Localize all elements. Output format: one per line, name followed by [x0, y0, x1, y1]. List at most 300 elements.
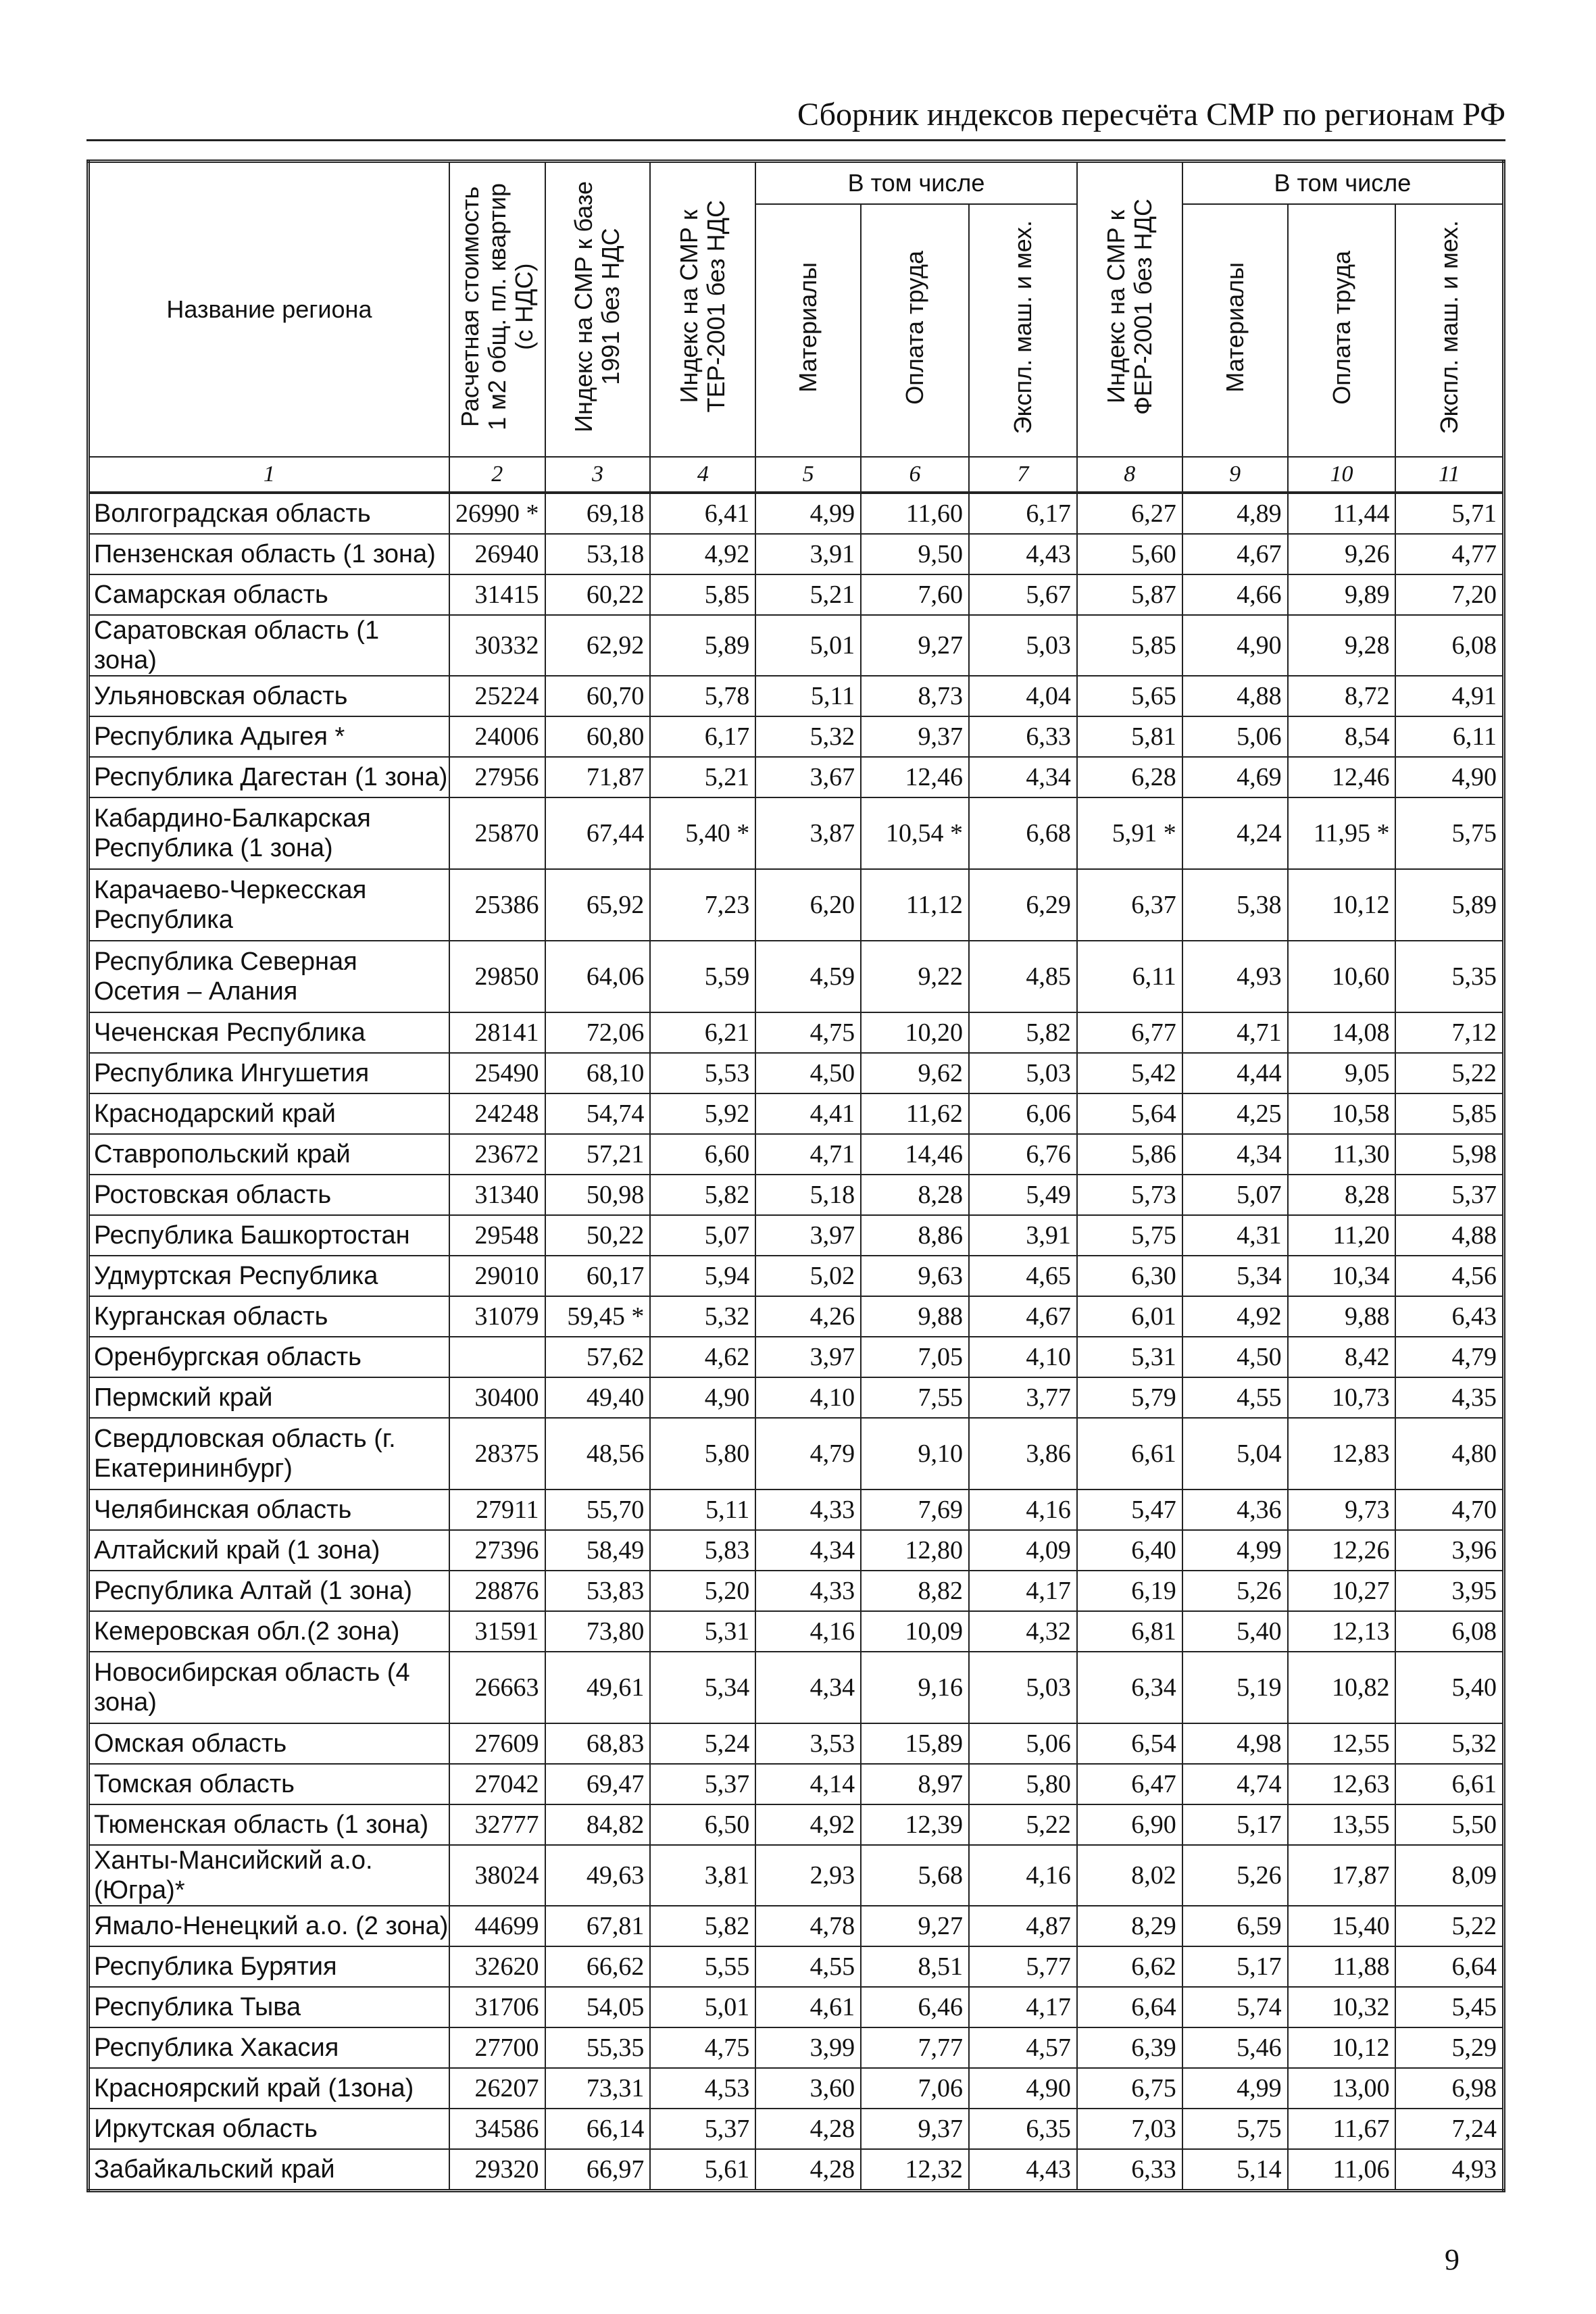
labor-ter-cell: 8,86 [861, 1215, 969, 1256]
index1991-cell: 60,22 [545, 574, 651, 615]
labor-ter-cell: 8,28 [861, 1175, 969, 1215]
machines-fer-cell: 6,61 [1395, 1764, 1503, 1804]
cost-cell: 25870 [449, 797, 545, 869]
index-ter-cell: 5,89 [650, 615, 755, 676]
cost-cell: 38024 [449, 1845, 545, 1906]
column-number: 4 [650, 457, 755, 493]
materials-ter-cell: 4,16 [755, 1611, 861, 1652]
materials-fer-cell: 4,93 [1182, 941, 1288, 1012]
table-row [89, 716, 1504, 757]
labor-ter-cell: 9,63 [861, 1256, 969, 1296]
labor-ter-cell: 9,37 [861, 716, 969, 757]
machines-ter-cell: 4,10 [969, 1337, 1077, 1377]
machines-fer-cell: 3,95 [1395, 1571, 1503, 1611]
machines-fer-cell: 5,75 [1395, 797, 1503, 869]
labor-ter-cell: 8,73 [861, 676, 969, 716]
labor-fer-cell: 9,88 [1288, 1296, 1396, 1337]
machines-ter-cell: 4,32 [969, 1611, 1077, 1652]
machines-fer-cell: 6,43 [1395, 1296, 1503, 1337]
index1991-cell: 73,80 [545, 1611, 651, 1652]
labor-ter-cell: 7,05 [861, 1337, 969, 1377]
page-header: Сборник индексов пересчёта СМР по регионам РФ [86, 96, 1505, 141]
cost-cell: 44699 [449, 1906, 545, 1946]
index-fer-cell: 5,31 [1077, 1337, 1182, 1377]
table-row [89, 1053, 1504, 1093]
cost-cell: 29850 [449, 941, 545, 1012]
column-number-row [89, 457, 1504, 493]
index-ter-cell: 5,61 [650, 2149, 755, 2191]
region-name: Ульяновская область [89, 676, 449, 716]
machines-ter-cell: 5,67 [969, 574, 1077, 615]
cost-header-text: Расчетная стоимость 1 м2 общ. пл. квартир (с НДС) [455, 182, 538, 430]
cost-cell: 27700 [449, 2027, 545, 2068]
labor-fer-cell: 12,46 [1288, 757, 1396, 797]
index1991-cell: 57,21 [545, 1134, 651, 1175]
materials-fer-cell: 4,50 [1182, 1337, 1288, 1377]
labor-ter-cell: 14,46 [861, 1134, 969, 1175]
labor-fer-cell: 13,55 [1288, 1804, 1396, 1845]
index-ter-cell: 6,21 [650, 1012, 755, 1053]
table-row [89, 757, 1504, 797]
index1991-cell: 53,18 [545, 534, 651, 574]
materials-fer-cell: 4,67 [1182, 534, 1288, 574]
index1991-cell: 48,56 [545, 1418, 651, 1490]
labor-fer-cell: 10,73 [1288, 1377, 1396, 1418]
labor-ter-cell: 10,09 [861, 1611, 969, 1652]
materials-ter-cell: 4,61 [755, 1987, 861, 2027]
materials-fer-cell: 4,71 [1182, 1012, 1288, 1053]
machines-fer-cell: 6,08 [1395, 1611, 1503, 1652]
materials-ter-cell: 4,99 [755, 493, 861, 534]
index-ter-cell: 5,40 * [650, 797, 755, 869]
cost-cell: 31340 [449, 1175, 545, 1215]
labor-ter-cell: 11,62 [861, 1093, 969, 1134]
materials-ter-cell: 4,71 [755, 1134, 861, 1175]
machines-ter-cell: 6,29 [969, 869, 1077, 941]
index-ter-cell: 5,94 [650, 1256, 755, 1296]
labor-ter-cell: 10,54 * [861, 797, 969, 869]
labor-fer-cell: 10,58 [1288, 1093, 1396, 1134]
region-name: Иркутская область [89, 2109, 449, 2149]
index1991-cell: 66,14 [545, 2109, 651, 2149]
materials-fer-cell: 6,59 [1182, 1906, 1288, 1946]
column-number: 11 [1395, 457, 1503, 493]
index-ter-header-text: Индекс на СМР к ТЕР-2001 без НДС [675, 200, 730, 413]
machines-ter-cell: 6,35 [969, 2109, 1077, 2149]
machines-fer-header [1395, 204, 1503, 457]
materials-fer-cell: 4,69 [1182, 757, 1288, 797]
index-fer-header-text: Индекс на СМР к ФЕР-2001 без НДС [1101, 198, 1157, 415]
index1991-cell: 66,97 [545, 2149, 651, 2191]
machines-ter-cell: 5,49 [969, 1175, 1077, 1215]
index-ter-cell: 5,01 [650, 1987, 755, 2027]
index-ter-cell: 5,83 [650, 1530, 755, 1571]
index-fer-cell: 6,77 [1077, 1012, 1182, 1053]
index1991-cell: 60,17 [545, 1256, 651, 1296]
index-fer-cell: 6,54 [1077, 1723, 1182, 1764]
machines-fer-cell: 6,08 [1395, 615, 1503, 676]
cost-cell: 28375 [449, 1418, 545, 1490]
region-name: Карачаево-Черкесская Республика [89, 869, 449, 941]
header-row-top [89, 162, 1504, 205]
materials-fer-cell: 4,99 [1182, 1530, 1288, 1571]
machines-ter-cell: 5,03 [969, 615, 1077, 676]
index1991-cell: 50,22 [545, 1215, 651, 1256]
labor-ter-cell: 12,80 [861, 1530, 969, 1571]
labor-fer-cell: 12,83 [1288, 1418, 1396, 1490]
cost-cell: 26990 * [449, 493, 545, 534]
materials-ter-cell: 3,91 [755, 534, 861, 574]
cost-cell: 25386 [449, 869, 545, 941]
labor-ter-cell: 9,10 [861, 1418, 969, 1490]
region-name: Самарская область [89, 574, 449, 615]
region-name: Забайкальский край [89, 2149, 449, 2191]
labor-fer-cell: 12,13 [1288, 1611, 1396, 1652]
labor-fer-cell: 11,44 [1288, 493, 1396, 534]
machines-fer-cell: 4,80 [1395, 1418, 1503, 1490]
machines-ter-cell: 4,17 [969, 1571, 1077, 1611]
cost-cell: 27911 [449, 1490, 545, 1530]
index-ter-cell: 5,21 [650, 757, 755, 797]
region-name: Саратовская область (1 зона) [89, 615, 449, 676]
index-fer-cell: 6,75 [1077, 2068, 1182, 2109]
index-fer-cell: 6,81 [1077, 1611, 1182, 1652]
materials-fer-cell: 5,17 [1182, 1946, 1288, 1987]
table-row [89, 1337, 1504, 1377]
cost-cell: 24248 [449, 1093, 545, 1134]
index1991-cell: 68,83 [545, 1723, 651, 1764]
cost-cell: 34586 [449, 2109, 545, 2149]
cost-cell: 31415 [449, 574, 545, 615]
cost-cell: 29548 [449, 1215, 545, 1256]
index1991-cell: 53,83 [545, 1571, 651, 1611]
index-fer-cell: 6,27 [1077, 493, 1182, 534]
machines-fer-cell: 5,85 [1395, 1093, 1503, 1134]
materials-fer-cell: 5,38 [1182, 869, 1288, 941]
machines-ter-cell: 4,87 [969, 1906, 1077, 1946]
machines-fer-cell: 4,90 [1395, 757, 1503, 797]
materials-fer-cell: 5,75 [1182, 2109, 1288, 2149]
index1991-cell: 67,44 [545, 797, 651, 869]
index1991-header-text: Индекс на СМР к базе 1991 без НДС [570, 180, 625, 433]
labor-fer-cell: 8,28 [1288, 1175, 1396, 1215]
index-ter-cell: 6,41 [650, 493, 755, 534]
index1991-column-header [545, 162, 651, 458]
group-header-ter: В том числе [755, 162, 1077, 205]
region-name: Оренбургская область [89, 1337, 449, 1377]
materials-ter-cell: 4,33 [755, 1490, 861, 1530]
index-ter-cell: 5,34 [650, 1652, 755, 1723]
column-number: 6 [861, 457, 969, 493]
labor-fer-cell: 11,06 [1288, 2149, 1396, 2191]
machines-fer-cell: 5,71 [1395, 493, 1503, 534]
materials-fer-cell: 5,06 [1182, 716, 1288, 757]
materials-fer-cell: 4,36 [1182, 1490, 1288, 1530]
region-name: Республика Адыгея * [89, 716, 449, 757]
materials-ter-cell: 3,97 [755, 1337, 861, 1377]
machines-ter-cell: 4,17 [969, 1987, 1077, 2027]
materials-ter-header [755, 204, 861, 457]
table-row [89, 1093, 1504, 1134]
index1991-cell: 64,06 [545, 941, 651, 1012]
region-name: Алтайский край (1 зона) [89, 1530, 449, 1571]
cost-cell: 28876 [449, 1571, 545, 1611]
cost-cell: 27956 [449, 757, 545, 797]
index-table [86, 159, 1505, 2192]
machines-fer-cell: 5,98 [1395, 1134, 1503, 1175]
region-name: Чеченская Республика [89, 1012, 449, 1053]
index-fer-cell: 5,86 [1077, 1134, 1182, 1175]
labor-fer-cell: 10,12 [1288, 869, 1396, 941]
machines-fer-cell: 4,88 [1395, 1215, 1503, 1256]
cost-cell: 26207 [449, 2068, 545, 2109]
region-name: Республика Башкортостан [89, 1215, 449, 1256]
materials-ter-cell: 3,87 [755, 797, 861, 869]
machines-fer-cell: 6,98 [1395, 2068, 1503, 2109]
table-row [89, 2149, 1504, 2191]
labor-fer-header [1288, 204, 1396, 457]
index1991-cell: 60,70 [545, 676, 651, 716]
index1991-cell: 68,10 [545, 1053, 651, 1093]
region-name: Ханты-Мансийский а.о. (Югра)* [89, 1845, 449, 1906]
labor-fer-cell: 11,88 [1288, 1946, 1396, 1987]
table-row [89, 676, 1504, 716]
index-ter-cell: 5,85 [650, 574, 755, 615]
materials-fer-cell: 4,88 [1182, 676, 1288, 716]
machines-ter-cell: 4,57 [969, 2027, 1077, 2068]
machines-fer-cell: 5,35 [1395, 941, 1503, 1012]
index-fer-cell: 6,34 [1077, 1652, 1182, 1723]
labor-fer-cell: 8,42 [1288, 1337, 1396, 1377]
index1991-cell: 66,62 [545, 1946, 651, 1987]
labor-fer-text: Оплата труда [1327, 250, 1355, 405]
labor-fer-cell: 9,73 [1288, 1490, 1396, 1530]
index1991-cell: 49,40 [545, 1377, 651, 1418]
labor-ter-cell: 9,16 [861, 1652, 969, 1723]
group-header-fer: В том числе [1182, 162, 1504, 205]
materials-fer-cell: 5,74 [1182, 1987, 1288, 2027]
index1991-cell: 65,92 [545, 869, 651, 941]
machines-ter-cell: 4,16 [969, 1490, 1077, 1530]
labor-fer-cell: 12,55 [1288, 1723, 1396, 1764]
cost-cell: 31706 [449, 1987, 545, 2027]
materials-ter-cell: 5,32 [755, 716, 861, 757]
index1991-cell: 73,31 [545, 2068, 651, 2109]
region-name: Волгоградская область [89, 493, 449, 534]
labor-fer-cell: 10,12 [1288, 2027, 1396, 2068]
index-fer-cell: 6,64 [1077, 1987, 1182, 2027]
machines-ter-cell: 4,34 [969, 757, 1077, 797]
table-row [89, 534, 1504, 574]
materials-fer-cell: 5,19 [1182, 1652, 1288, 1723]
index1991-cell: 72,06 [545, 1012, 651, 1053]
cost-column-header [449, 162, 545, 458]
labor-fer-cell: 8,54 [1288, 716, 1396, 757]
index-ter-cell: 4,75 [650, 2027, 755, 2068]
cost-cell: 30332 [449, 615, 545, 676]
table-container [86, 159, 1505, 2192]
machines-fer-cell: 8,09 [1395, 1845, 1503, 1906]
machines-ter-cell: 4,09 [969, 1530, 1077, 1571]
index-fer-cell: 5,75 [1077, 1215, 1182, 1256]
machines-ter-cell: 3,77 [969, 1377, 1077, 1418]
index-ter-cell: 4,92 [650, 534, 755, 574]
materials-ter-cell: 3,97 [755, 1215, 861, 1256]
column-number: 2 [449, 457, 545, 493]
table-row [89, 615, 1504, 676]
cost-cell: 32777 [449, 1804, 545, 1845]
cost-cell: 25490 [449, 1053, 545, 1093]
table-row [89, 1804, 1504, 1845]
machines-ter-cell: 5,03 [969, 1652, 1077, 1723]
region-name: Республика Бурятия [89, 1946, 449, 1987]
index-fer-cell: 5,60 [1077, 534, 1182, 574]
machines-fer-cell: 4,70 [1395, 1490, 1503, 1530]
cost-cell: 29010 [449, 1256, 545, 1296]
table-row [89, 1134, 1504, 1175]
materials-fer-cell: 5,07 [1182, 1175, 1288, 1215]
index1991-cell: 50,98 [545, 1175, 651, 1215]
index-ter-column-header [650, 162, 755, 458]
machines-ter-cell: 4,43 [969, 534, 1077, 574]
cost-cell: 30400 [449, 1377, 545, 1418]
cost-cell: 27609 [449, 1723, 545, 1764]
table-row [89, 941, 1504, 1012]
labor-fer-cell: 11,20 [1288, 1215, 1396, 1256]
machines-fer-cell: 5,50 [1395, 1804, 1503, 1845]
column-number: 10 [1288, 457, 1396, 493]
cost-cell: 31079 [449, 1296, 545, 1337]
index-ter-cell: 4,62 [650, 1337, 755, 1377]
labor-fer-cell: 17,87 [1288, 1845, 1396, 1906]
machines-fer-cell: 7,20 [1395, 574, 1503, 615]
machines-fer-cell: 5,22 [1395, 1053, 1503, 1093]
index1991-cell: 57,62 [545, 1337, 651, 1377]
cost-cell: 28141 [449, 1012, 545, 1053]
table-row [89, 2109, 1504, 2149]
materials-ter-cell: 5,02 [755, 1256, 861, 1296]
labor-fer-cell: 9,05 [1288, 1053, 1396, 1093]
table-row [89, 1764, 1504, 1804]
index1991-cell: 71,87 [545, 757, 651, 797]
region-name: Республика Дагестан (1 зона) [89, 757, 449, 797]
materials-fer-cell: 5,40 [1182, 1611, 1288, 1652]
region-name: Омская область [89, 1723, 449, 1764]
index-fer-cell: 8,02 [1077, 1845, 1182, 1906]
table-row [89, 1987, 1504, 2027]
materials-ter-cell: 5,21 [755, 574, 861, 615]
materials-fer-cell: 4,89 [1182, 493, 1288, 534]
labor-ter-cell: 9,27 [861, 615, 969, 676]
machines-ter-cell: 4,43 [969, 2149, 1077, 2191]
table-row [89, 1611, 1504, 1652]
materials-fer-header [1182, 204, 1288, 457]
cost-cell: 26940 [449, 534, 545, 574]
machines-ter-text: Экспл. маш. и мех. [1008, 220, 1037, 435]
column-number: 5 [755, 457, 861, 493]
index-fer-cell: 6,62 [1077, 1946, 1182, 1987]
index1991-cell: 84,82 [545, 1804, 651, 1845]
labor-fer-cell: 10,34 [1288, 1256, 1396, 1296]
region-name: Курганская область [89, 1296, 449, 1337]
index-fer-cell: 5,79 [1077, 1377, 1182, 1418]
machines-fer-cell: 5,37 [1395, 1175, 1503, 1215]
index-fer-cell: 6,47 [1077, 1764, 1182, 1804]
index-ter-cell: 5,37 [650, 2109, 755, 2149]
cost-cell: 29320 [449, 2149, 545, 2191]
materials-ter-cell: 4,75 [755, 1012, 861, 1053]
table-row [89, 1946, 1504, 1987]
table-row [89, 1175, 1504, 1215]
labor-ter-cell: 9,27 [861, 1906, 969, 1946]
labor-fer-cell: 11,30 [1288, 1134, 1396, 1175]
machines-fer-cell: 5,40 [1395, 1652, 1503, 1723]
column-number: 7 [969, 457, 1077, 493]
materials-fer-cell: 4,31 [1182, 1215, 1288, 1256]
labor-fer-cell: 11,67 [1288, 2109, 1396, 2149]
labor-fer-cell: 12,26 [1288, 1530, 1396, 1571]
machines-ter-cell: 5,82 [969, 1012, 1077, 1053]
machines-fer-cell: 5,32 [1395, 1723, 1503, 1764]
labor-ter-cell: 7,60 [861, 574, 969, 615]
labor-ter-cell: 6,46 [861, 1987, 969, 2027]
labor-fer-cell: 8,72 [1288, 676, 1396, 716]
column-number: 8 [1077, 457, 1182, 493]
materials-fer-cell: 4,98 [1182, 1723, 1288, 1764]
materials-fer-cell: 5,46 [1182, 2027, 1288, 2068]
index1991-cell: 60,80 [545, 716, 651, 757]
machines-fer-cell: 4,79 [1395, 1337, 1503, 1377]
machines-ter-header [969, 204, 1077, 457]
index-fer-cell: 7,03 [1077, 2109, 1182, 2149]
column-number: 9 [1182, 457, 1288, 493]
machines-ter-cell: 5,77 [969, 1946, 1077, 1987]
machines-ter-cell: 4,65 [969, 1256, 1077, 1296]
region-name: Кабардино-Балкарская Республика (1 зона) [89, 797, 449, 869]
index-ter-cell: 5,78 [650, 676, 755, 716]
table-row [89, 1906, 1504, 1946]
index-ter-cell: 4,90 [650, 1377, 755, 1418]
index-ter-cell: 6,60 [650, 1134, 755, 1175]
materials-fer-cell: 4,44 [1182, 1053, 1288, 1093]
index1991-cell: 55,70 [545, 1490, 651, 1530]
region-name: Красноярский край (1зона) [89, 2068, 449, 2109]
labor-ter-cell: 8,51 [861, 1946, 969, 1987]
labor-fer-cell: 10,82 [1288, 1652, 1396, 1723]
region-name: Республика Алтай (1 зона) [89, 1571, 449, 1611]
index-fer-cell: 5,65 [1077, 676, 1182, 716]
labor-fer-cell: 10,60 [1288, 941, 1396, 1012]
table-row [89, 1256, 1504, 1296]
index1991-cell: 69,18 [545, 493, 651, 534]
materials-ter-cell: 5,18 [755, 1175, 861, 1215]
materials-ter-cell: 4,26 [755, 1296, 861, 1337]
index-fer-cell: 6,28 [1077, 757, 1182, 797]
index-fer-cell: 6,30 [1077, 1256, 1182, 1296]
table-row [89, 1652, 1504, 1723]
index1991-cell: 49,61 [545, 1652, 651, 1723]
materials-fer-cell: 4,74 [1182, 1764, 1288, 1804]
region-name: Свердловская область (г. Екатерининбург) [89, 1418, 449, 1490]
index-fer-cell: 5,85 [1077, 615, 1182, 676]
materials-fer-cell: 5,34 [1182, 1256, 1288, 1296]
materials-ter-cell: 5,11 [755, 676, 861, 716]
region-name: Республика Ингушетия [89, 1053, 449, 1093]
labor-ter-text: Оплата труда [901, 250, 929, 405]
index-ter-cell: 5,31 [650, 1611, 755, 1652]
table-row [89, 2027, 1504, 2068]
table-row [89, 1723, 1504, 1764]
